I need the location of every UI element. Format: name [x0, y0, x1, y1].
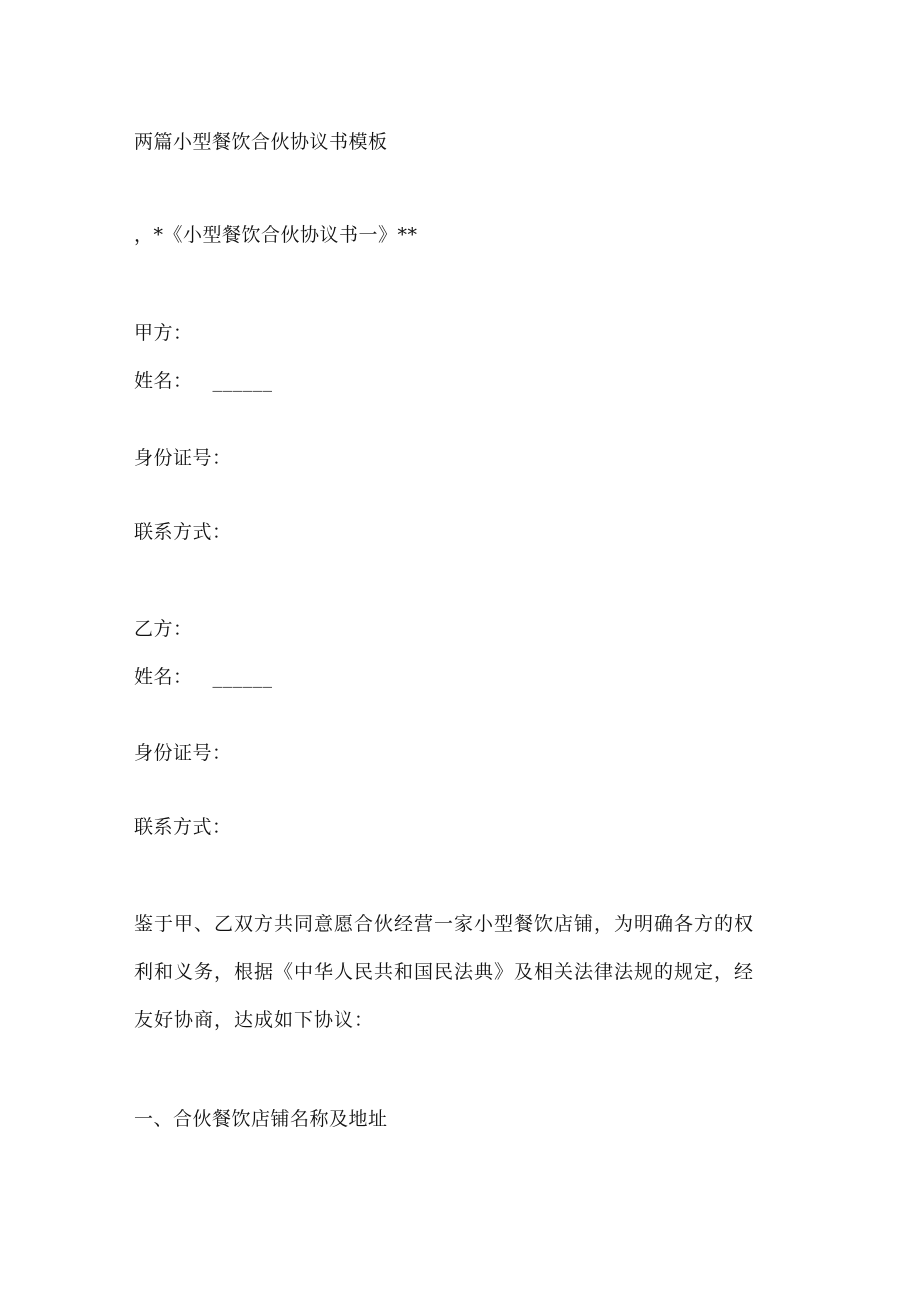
document-title: 两篇小型餐饮合伙协议书模板 [134, 131, 388, 153]
party-a-heading: 甲方： [134, 322, 193, 344]
party-b-id-label: 身份证号： [134, 742, 232, 764]
preamble-line: 利和义务，根据《中华人民共和国民法典》及相关法律法规的规定，经 [134, 961, 755, 983]
party-b-name-row [134, 665, 273, 689]
party-a-name-blank: ______ [212, 370, 273, 392]
section-1-heading: 一、合伙餐饮店铺名称及地址 [134, 1108, 388, 1130]
party-a-id-label: 身份证号： [134, 447, 232, 469]
party-a-name-label: 姓名： [134, 370, 193, 392]
preamble-line: 鉴于甲、乙双方共同意愿合伙经营一家小型餐饮店铺，为明确各方的权 [134, 913, 755, 935]
preamble-line: 友好协商，达成如下协议： [134, 1009, 375, 1031]
party-b-name-label: 姓名： [134, 666, 193, 688]
party-a-name-row [134, 369, 273, 393]
document-subtitle: ，*《小型餐饮合伙协议书一》** [134, 224, 418, 246]
preamble-paragraph [134, 900, 764, 1044]
party-b-contact-label: 联系方式： [134, 816, 232, 838]
party-a-contact-label: 联系方式： [134, 521, 232, 543]
party-b-heading: 乙方： [134, 618, 193, 640]
party-b-name-blank: ______ [212, 666, 273, 688]
